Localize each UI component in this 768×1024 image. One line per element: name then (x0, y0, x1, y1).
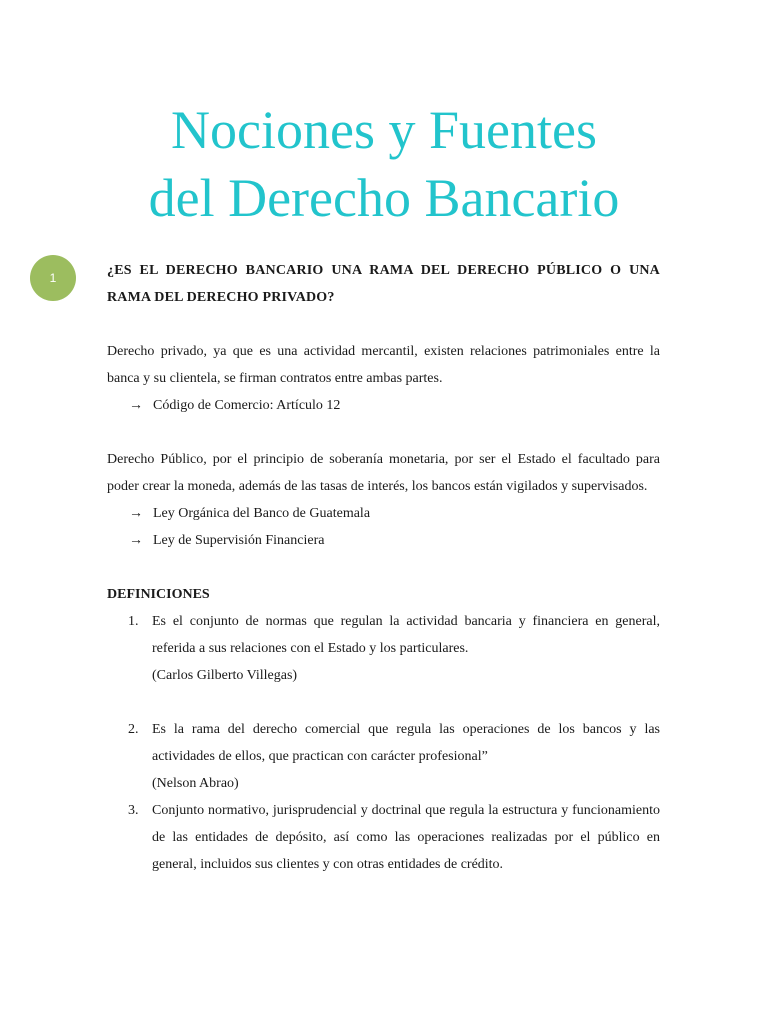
spacer (107, 689, 660, 716)
publico-ref-text: Ley Orgánica del Banco de Guatemala (153, 506, 371, 521)
privado-ref-item (107, 392, 660, 419)
document-body (107, 257, 660, 878)
page-number-badge: 1 (30, 255, 76, 301)
arrow-icon: → (129, 506, 143, 521)
definition-author: (Carlos Gilberto Villegas) (152, 668, 298, 683)
definition-body (152, 716, 660, 797)
definition-body (152, 797, 660, 878)
definition-body (152, 608, 660, 689)
definition-text: Es la rama del derecho comercial que regula las operaciones de los bancos y las actividades de ellos, que practican con carácter profesional” (152, 722, 660, 764)
publico-paragraph: Derecho Público, por el principio de soberanía monetaria, por ser el Estado el facultado para poder crear la moneda, además de las tasas de interés, los bancos están vigilados y supervisados. (107, 452, 660, 494)
title-line-1: Nociones y Fuentes (171, 100, 597, 160)
definition-item (107, 608, 660, 689)
definition-number: 3. (128, 803, 139, 818)
publico-ref-item (107, 527, 660, 554)
publico-ref-item (107, 500, 660, 527)
question-heading: ¿ES EL DERECHO BANCARIO UNA RAMA DEL DERECHO PÚBLICO O UNA RAMA DEL DERECHO PRIVADO? (107, 263, 660, 305)
definition-number: 2. (128, 722, 139, 737)
definition-text: Conjunto normativo, jurisprudencial y doctrinal que regula la estructura y funcionamiento de las entidades de depósito, así como las operaciones realizadas por el público en general, incluidos sus clientes y con otras entidades de crédito. (152, 803, 660, 872)
definition-text: Es el conjunto de normas que regulan la actividad bancaria y financiera en general, referida a sus relaciones con el Estado y los particulares. (152, 614, 660, 656)
spacer (107, 554, 660, 581)
arrow-icon: → (129, 533, 143, 548)
spacer (107, 311, 660, 338)
title-line-2: del Derecho Bancario (148, 168, 620, 228)
definiciones-heading: DEFINICIONES (107, 587, 210, 602)
definition-author: (Nelson Abrao) (152, 776, 239, 791)
definition-item (107, 716, 660, 797)
publico-ref-text: Ley de Supervisión Financiera (153, 533, 325, 548)
privado-paragraph: Derecho privado, ya que es una actividad mercantil, existen relaciones patrimoniales entre la banca y su clientela, se firman contratos entre ambas partes. (107, 344, 660, 386)
spacer (107, 419, 660, 446)
document-title (0, 96, 768, 232)
arrow-icon: → (129, 398, 143, 413)
definition-number: 1. (128, 614, 139, 629)
definiciones-list (107, 608, 660, 878)
definition-item (107, 797, 660, 878)
privado-ref-text: Código de Comercio: Artículo 12 (153, 398, 341, 413)
